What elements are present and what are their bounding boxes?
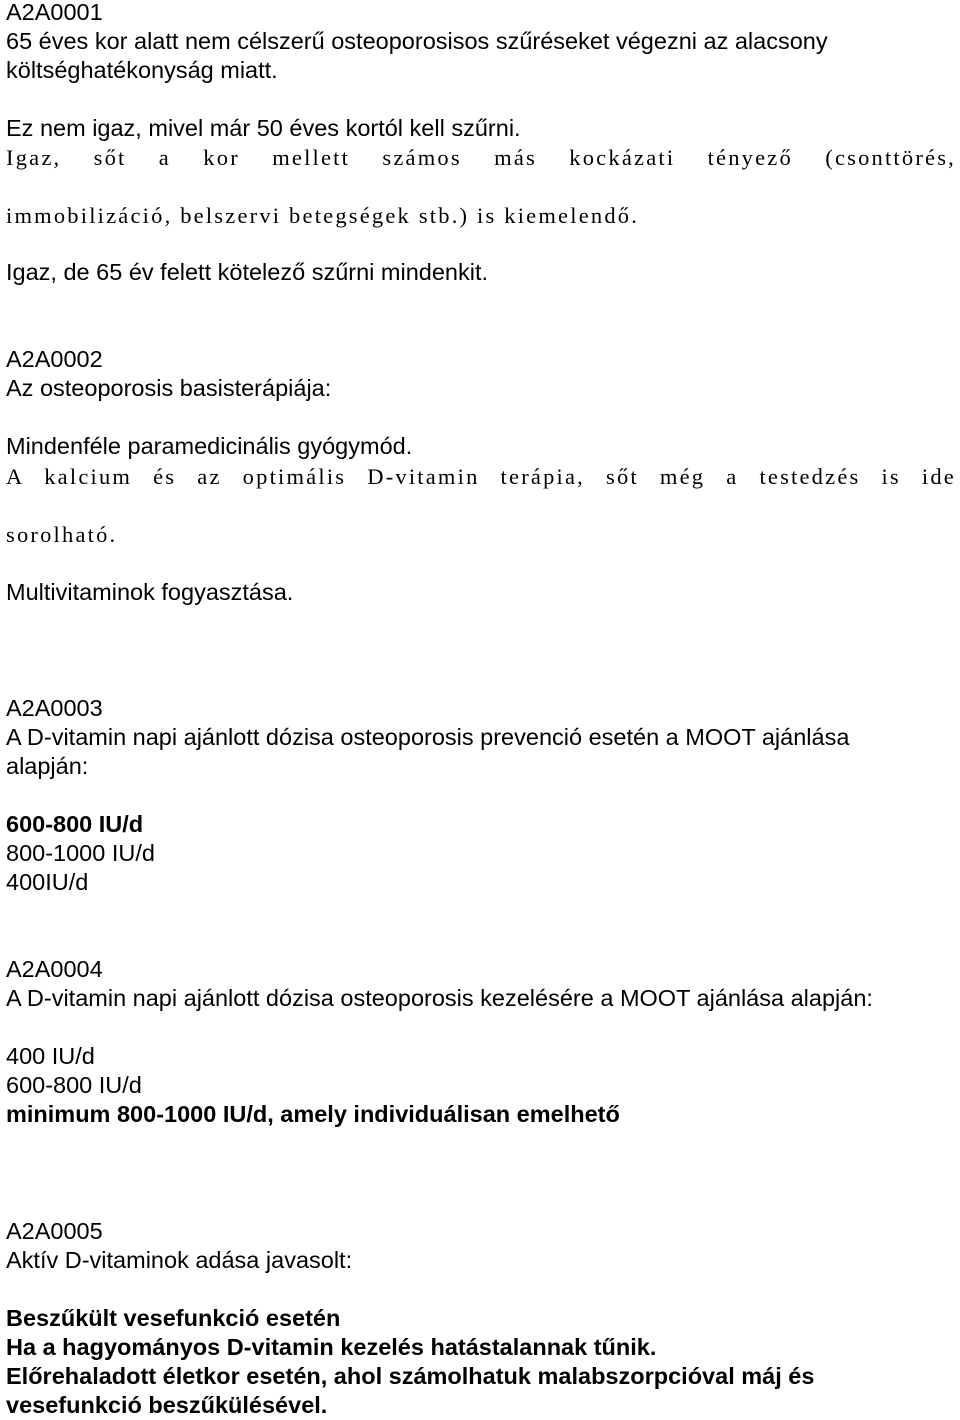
answer-2-2-line-1: A kalcium és az optimális D-vitamin terápia, sőt még a testedzés is ide xyxy=(6,464,956,489)
answer-1-3: Igaz, de 65 év felett kötelező szűrni mindenkit. xyxy=(6,259,489,285)
answer-4-1: 400 IU/d xyxy=(6,1043,95,1069)
question-id-1: A2A0001 xyxy=(6,0,103,25)
question-text-2: Az osteoporosis basisterápiája: xyxy=(6,375,332,401)
question-text-1-line-2: költséghatékonyság miatt. xyxy=(6,57,278,83)
question-id-5: A2A0005 xyxy=(6,1218,103,1244)
answer-2-3: Multivitaminok fogyasztása. xyxy=(6,579,294,605)
question-id-3: A2A0003 xyxy=(6,695,103,721)
answer-1-2-line-1: Igaz, sőt a kor mellett számos más kockázati tényező (csonttörés, xyxy=(6,145,956,170)
answer-5-1: Beszűkült vesefunkció esetén xyxy=(6,1305,341,1331)
answer-3-2: 800-1000 IU/d xyxy=(6,840,155,866)
question-text-3-line-1: A D-vitamin napi ajánlott dózisa osteoporosis prevenció esetén a MOOT ajánlása xyxy=(6,724,850,750)
answer-5-3-line-1: Előrehaladott életkor esetén, ahol számolhatuk malabszorpcióval máj és xyxy=(6,1363,815,1389)
answer-5-3-line-2: vesefunkció beszűkülésével. xyxy=(6,1392,328,1418)
question-id-4: A2A0004 xyxy=(6,956,103,982)
question-text-3-line-2: alapján: xyxy=(6,753,89,779)
answer-1-2-line-2: immobilizáció, belszervi betegségek stb.) is kiemelendő. xyxy=(6,203,640,228)
answer-1-1: Ez nem igaz, mivel már 50 éves kortól kell szűrni. xyxy=(6,115,521,141)
question-id-2: A2A0002 xyxy=(6,346,103,372)
answer-3-1: 600-800 IU/d xyxy=(6,811,144,837)
answer-5-2: Ha a hagyományos D-vitamin kezelés hatástalannak tűnik. xyxy=(6,1334,657,1360)
answer-2-1: Mindenféle paramedicinális gyógymód. xyxy=(6,433,413,459)
question-text-4: A D-vitamin napi ajánlott dózisa osteoporosis kezelésére a MOOT ajánlása alapján: xyxy=(6,985,873,1011)
answer-4-2: 600-800 IU/d xyxy=(6,1072,142,1098)
question-text-1-line-1: 65 éves kor alatt nem célszerű osteoporosisos szűréseket végezni az alacsony xyxy=(6,28,828,54)
answer-4-3: minimum 800-1000 IU/d, amely individuálisan emelhető xyxy=(6,1101,620,1127)
answer-3-3: 400IU/d xyxy=(6,869,89,895)
answer-2-2-line-2: sorolható. xyxy=(6,522,118,547)
question-text-5: Aktív D-vitaminok adása javasolt: xyxy=(6,1247,353,1273)
